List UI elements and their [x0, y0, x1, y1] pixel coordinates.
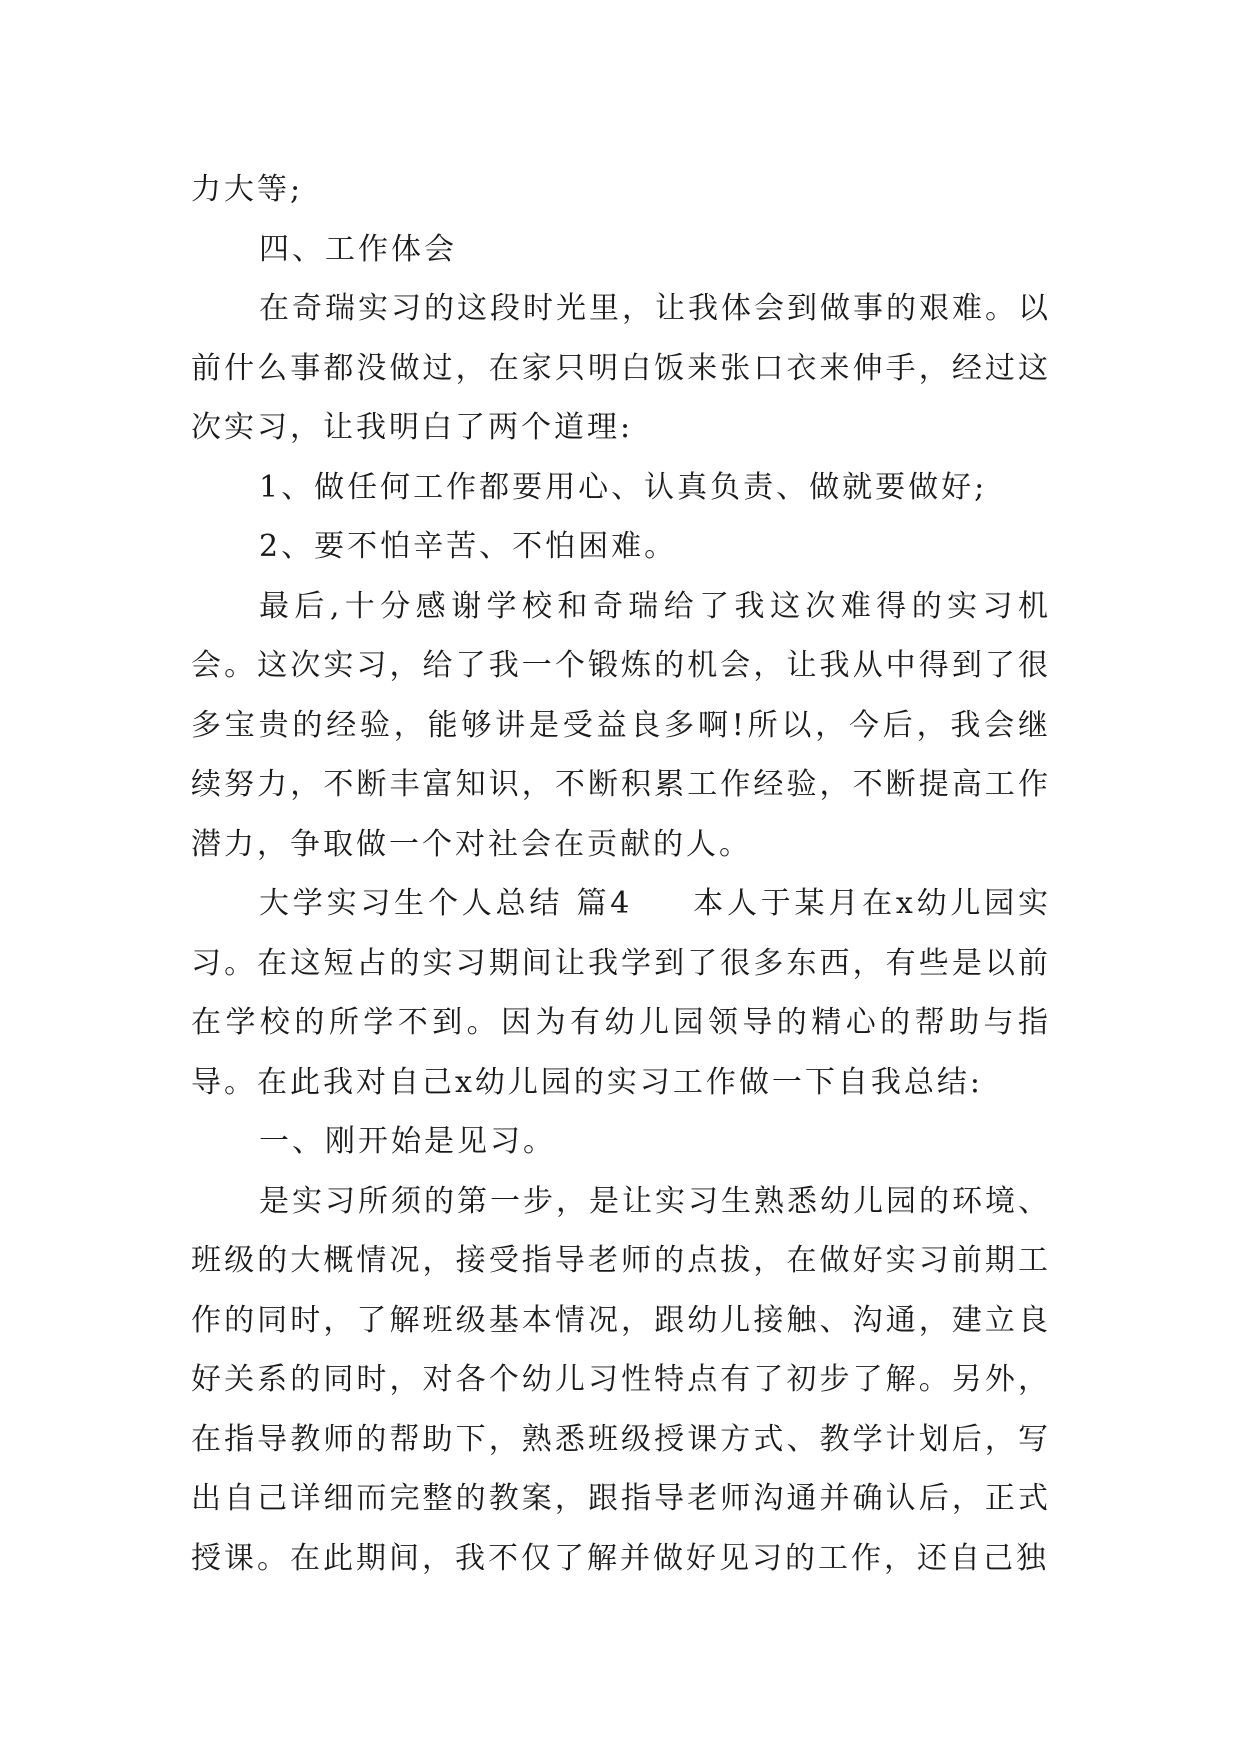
paragraph-after-1: 一、刚开始是见习。: [259, 1124, 556, 1159]
paragraph-heading-work-experience: 四、工作体会: [259, 231, 457, 267]
section-paragraph: [191, 874, 1051, 1112]
paragraph-after-2: 是实习所须的第一步，是让实习生熟悉幼儿园的环境、班级的大概情况，接受指导老师的点拔，在做好实习前期工作的同时，了解班级基本情况，跟幼儿接触、沟通，建立良好关系的同时，对各个幼儿习性特点有了初步了解。另外，在指导教师的帮助下，熟悉班级授课方式、教学计划后，写出自己详细而完整的教案，跟指导老师沟通并确认后，正式授课。在此期间，我不仅了解并做好见习的工作，还自己独: [191, 1183, 1051, 1576]
document-body: [191, 160, 1051, 1588]
section-heading: 大学实习生个人总结 篇4: [259, 886, 633, 921]
paragraph-6: 最后,十分感谢学校和奇瑞给了我这次难得的实习机会。这次实习，给了我一个锻炼的机会，让我从中得到了很多宝贵的经验，能够讲是受益良多啊!所以，今后，我会继续努力，不断丰富知识，不断积累工作经验，不断提高工作潜力，争取做一个对社会在贡献的人。: [191, 588, 1051, 862]
paragraph-4: 1、做任何工作都要用心、认真负责、做就要做好;: [259, 469, 988, 505]
paragraph-1: 力大等;: [191, 172, 304, 207]
paragraph-5: 2、要不怕辛苦、不怕困难。: [259, 529, 678, 564]
section-intro: 本人于某月在x幼儿园实习。在这短占的实习期间让我学到了很多东西，有些是以前在学校的所学不到。因为有幼儿园领导的精心的帮助与指导。在此我对自己x幼儿园的实习工作做一下自我总结:: [191, 886, 1052, 1100]
paragraph-3: 在奇瑞实习的这段时光里，让我体会到做事的艰难。以前什么事都没做过，在家只明白饭来张口衣来伸手，经过这次实习，让我明白了两个道理:: [191, 291, 1051, 445]
